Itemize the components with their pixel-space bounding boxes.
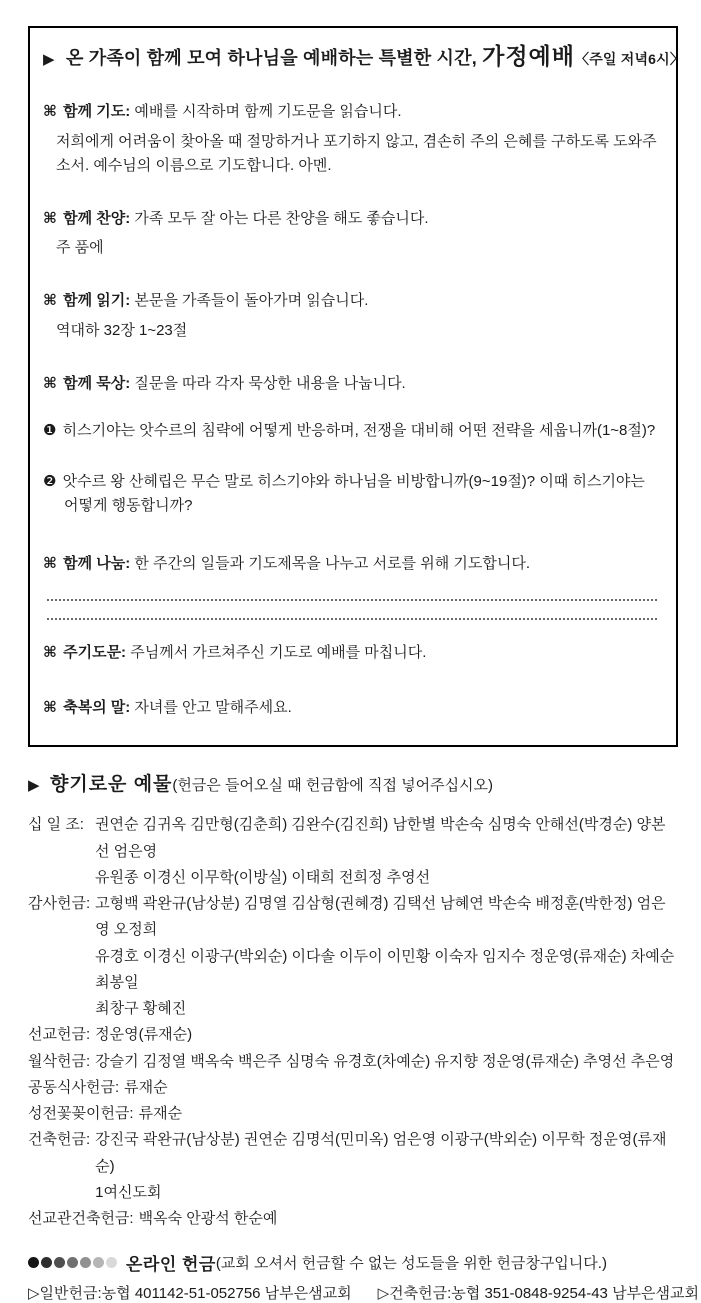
entry-names: 류재순 [138,1105,183,1122]
step-body: 역대하 32장 1~23절 [56,321,188,339]
account-number: 351-0848-9254-43 [484,1285,608,1303]
offering-entry-tithe [28,812,678,891]
account-label: 건축헌금:농협 [389,1285,481,1303]
entry-names: 백옥숙 안광석 한순예 [138,1210,278,1227]
account-number: 401142-51-052756 [134,1285,261,1303]
command-icon: ⌘ [43,292,57,309]
command-icon: ⌘ [43,644,57,662]
dot-icon [28,1257,39,1268]
online-giving-header [28,1250,678,1275]
bank-accounts [28,1282,700,1303]
triangle-bullet-icon: ▷ [28,1285,40,1303]
step-label: 함께 찬양: [63,209,131,227]
question-text: 히스기야는 앗수르의 침략에 어떻게 반응하며, 전쟁을 대비해 어떤 전략을 세웁니까(1~8절)? [62,422,656,439]
fading-dots-icon [28,1257,119,1268]
dot-icon [67,1257,78,1268]
triangle-bullet-icon: ▷ [377,1285,390,1303]
dotted-writing-line [47,618,657,620]
entry-names: 강진국 곽완규(남상분) 권연순 김명석(민미옥) 엄은영 이광구(박외순) 이무학 정운영(류재순) 1여신도회 [95,1131,667,1201]
entry-label: 공동식사헌금: [28,1078,120,1096]
entry-label: 성전꽃꽂이헌금: [28,1105,134,1122]
worship-step-reading [43,290,661,343]
meditation-question-2 [43,470,661,517]
command-icon: ⌘ [43,374,57,392]
entry-names: 강슬기 김정열 백옥숙 백은주 심명숙 유경호(차예순) 유지향 정운영(류재순) 추영선 추은영 [95,1052,675,1070]
online-giving-subtitle: (교회 오셔서 헌금할 수 없는 성도들을 위한 헌금창구입니다.) [215,1255,607,1273]
dot-icon [54,1257,65,1268]
worship-step-sharing [43,553,661,621]
command-icon: ⌘ [43,103,57,120]
worship-step-prayer [43,101,661,178]
online-giving [28,1250,700,1303]
step-body: 주 품에 [56,239,104,256]
dot-icon [93,1257,104,1268]
step-desc: 주님께서 가르쳐주신 기도로 예배를 마칩니다. [130,644,427,662]
step-desc: 질문을 따라 각자 묵상한 내용을 나눕니다. [134,374,406,392]
dot-icon [80,1257,91,1268]
entry-names: 정운영(류재순) [95,1026,193,1044]
worship-step-praise [43,208,661,261]
entry-label: 월삭헌금: [28,1052,91,1070]
dot-icon [106,1257,117,1268]
account-label: 일반헌금:농협 [39,1285,131,1303]
meditation-question-1 [43,419,661,442]
step-label: 함께 기도: [63,103,131,120]
command-icon: ⌘ [43,554,57,572]
entry-label: 감사헌금: [28,895,91,912]
step-desc: 예배를 시작하며 함께 기도문을 읽습니다. [134,103,402,120]
entry-label: 십 일 조: [28,816,84,834]
entry-label: 선교관건축헌금: [28,1210,134,1227]
step-label: 주기도문: [63,644,127,662]
circled-two-icon: ❷ [43,473,57,491]
entry-names: 류재순 [124,1078,168,1096]
right-triangle-icon: ▶ [43,51,55,68]
offering-entries [28,812,678,1232]
step-label: 함께 읽기: [63,292,131,309]
step-label: 축복의 말: [63,698,131,716]
offering-entry-mission-building [28,1206,678,1232]
step-desc: 본문을 가족들이 돌아가며 읽습니다. [134,292,369,309]
offering-entry-monthly [28,1049,678,1075]
offering-heading [28,769,678,796]
family-worship-brand: 가정예배 [482,43,575,69]
worship-step-lords-prayer [43,642,661,665]
step-label: 함께 묵상: [63,374,131,392]
family-worship-title-text: 온 가족이 함께 모여 하나님을 예배하는 특별한 시간, [65,48,477,68]
step-label: 함께 나눔: [63,554,131,572]
general-offering-account [28,1282,352,1303]
circled-one-icon: ❶ [43,422,57,439]
step-desc: 가족 모두 잘 아는 다른 찬양을 해도 좋습니다. [134,209,429,227]
dotted-writing-line [47,599,657,601]
worship-step-meditation [43,373,661,517]
offering-entry-meal [28,1075,678,1101]
dot-icon [41,1257,52,1268]
offering-subtitle: (헌금은 들어오실 때 헌금함에 직접 넣어주십시오) [172,777,494,795]
entry-names: 고형백 곽완규(남상분) 김명열 김삼형(권혜경) 김택선 남혜연 박손숙 배정훈(박한정) 엄은영 오정희 유경호 이경신 이광구(박외순) 이다솔 이두이 이민황 이숙자 임지수 정운영(류재순) 차예순 최봉일 최창구 황혜진 [95,895,675,1017]
offering-entry-flowers [28,1101,678,1127]
offering-entry-thanksgiving [28,891,678,1022]
offering-title: 향기로운 예물 [50,774,173,796]
step-desc: 한 주간의 일들과 기도제목을 나누고 서로를 위해 기도합니다. [134,554,530,572]
account-holder: 남부은샘교회 [264,1285,352,1303]
building-offering-account [378,1282,699,1303]
entry-label: 선교헌금: [28,1026,91,1044]
right-triangle-icon: ▶ [28,777,40,795]
step-desc: 자녀를 안고 말해주세요. [134,698,292,716]
sharing-notes-area [43,599,661,620]
family-worship-box [28,26,685,747]
step-body: 저희에게 어려움이 찾아올 때 절망하거나 포기하지 않고, 겸손히 주의 은혜를 구하도록 도와주소서. 예수님의 이름으로 기도합니다. 아멘. [56,132,657,174]
account-holder: 남부은샘교회 [612,1285,700,1303]
online-giving-title: 온라인 헌금 [126,1255,216,1275]
offering-entry-mission [28,1022,678,1048]
command-icon: ⌘ [43,209,57,227]
entry-names: 권연순 김귀옥 김만형(김춘희) 김완수(김진희) 남한별 박손숙 심명숙 안해선(박경순) 양본선 엄은영 유원종 이경신 이무학(이방실) 이태희 전희정 추영선 [95,816,666,886]
command-icon: ⌘ [43,698,57,716]
family-worship-time: 〈주일 저녁6시〉 [575,51,685,67]
question-text: 앗수르 왕 산헤립은 무슨 말로 히스기야와 하나님을 비방합니까(9~19절)? 이때 히스기야는 어떻게 행동합니까? [62,473,645,514]
entry-label: 건축헌금: [28,1131,91,1149]
family-worship-title [43,38,685,71]
worship-step-blessing [43,697,661,720]
offering-entry-building [28,1127,678,1206]
